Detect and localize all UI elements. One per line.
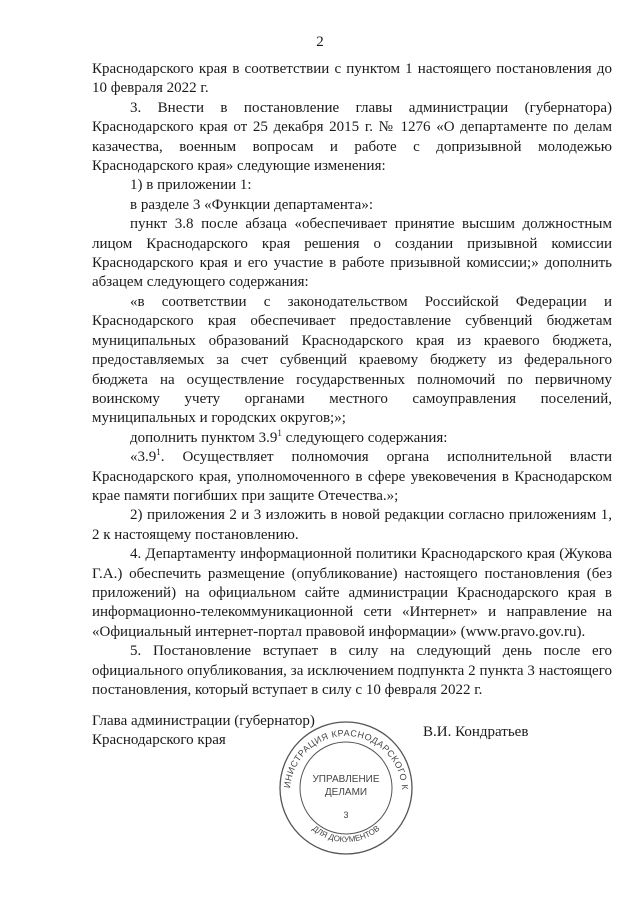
superscript: 1 (156, 447, 161, 458)
signatory-title-line1: Глава администрации (губернатор) (92, 713, 315, 729)
stamp-seal-icon (276, 718, 416, 858)
paragraph: «$3.9^1$. Осуществляет полномочия органа исполнительной власти Краснодарского края, уполномоченного в сфере увековечения в Краснодарском крае памяти погибших при защите Отечества.»; (92, 447, 612, 504)
paragraph: пункт 3.8 после абзаца «обеспечивает принятие высшим должностным лицом Краснодарского края решения о создании призывной комиссии Краснодарского края и его участие в работе призывной комиссии;» дополнить абзацем следующего содержания: (92, 216, 612, 291)
stamp-bottom-text: ДЛЯ ДОКУМЕНТОВ (310, 823, 382, 845)
stamp-number: 3 (343, 810, 349, 820)
official-stamp (276, 718, 416, 858)
paragraph: «в соответствии с законодательством Российской Федерации и Краснодарского края обеспечивает предоставление субвенций бюджетам муниципальных образований Краснодарского края из краевого бюджета, предоставляемых за счет субвенций краевому бюджету из федерального бюджета на осуществление государственных полномочий по первичному воинскому учету органами местного самоуправления поселений, муниципальных и городских округов;»; (92, 293, 612, 427)
stamp-center-line1: УПРАВЛЕНИЕ (312, 774, 380, 785)
paragraph: дополнить пунктом $3.9^1$ следующего содержания: (130, 427, 448, 446)
paragraph: 3. Внести в постановление главы администрации (губернатора) Краснодарского края от 25 декабря 2015 г. № 1276 «О департаменте по делам казачества, военным вопросам и работе с допризывной молодежью Краснодарского края» следующие изменения: (92, 99, 612, 175)
stamp-center-line2: ДЕЛАМИ (324, 787, 368, 798)
paragraph: 5. Постановление вступает в силу на следующий день после его официального опубликования, за исключением подпункта 2 пункта 3 настоящего постановления, который вступает в силу с 10 февраля 2022 г. (92, 643, 612, 698)
paragraph: Краснодарского края в соответствии с пунктом 1 настоящего постановления до 10 февраля 2022 г. (92, 61, 612, 97)
document-body (92, 60, 612, 700)
signatory-name: В.И. Кондратьев (423, 724, 529, 740)
paragraph: 1) в приложении 1: (130, 177, 252, 194)
page-number: 2 (316, 34, 324, 50)
stamp-ring-text: ИНИСТРАЦИЯ КРАСНОДАРСКОГО К (282, 727, 411, 791)
signatory-title-line2: Краснодарского края (92, 732, 226, 749)
paragraph: 2) приложения 2 и 3 изложить в новой редакции согласно приложениям 1, 2 к настоящему постановлению. (92, 507, 612, 543)
paragraph: в разделе 3 «Функции департамента»: (130, 196, 373, 213)
paragraph: 4. Департаменту информационной политики Краснодарского края (Жукова Г.А.) обеспечить размещение (опубликование) настоящего постановления (без приложений) на официальном сайте администрации Краснодарского края в информационно-телекоммуникационной сети «Интернет» и направление на «Официальный интернет-портал правовой информации» (www.pravo.gov.ru). (92, 546, 612, 640)
superscript: 1 (277, 427, 282, 438)
